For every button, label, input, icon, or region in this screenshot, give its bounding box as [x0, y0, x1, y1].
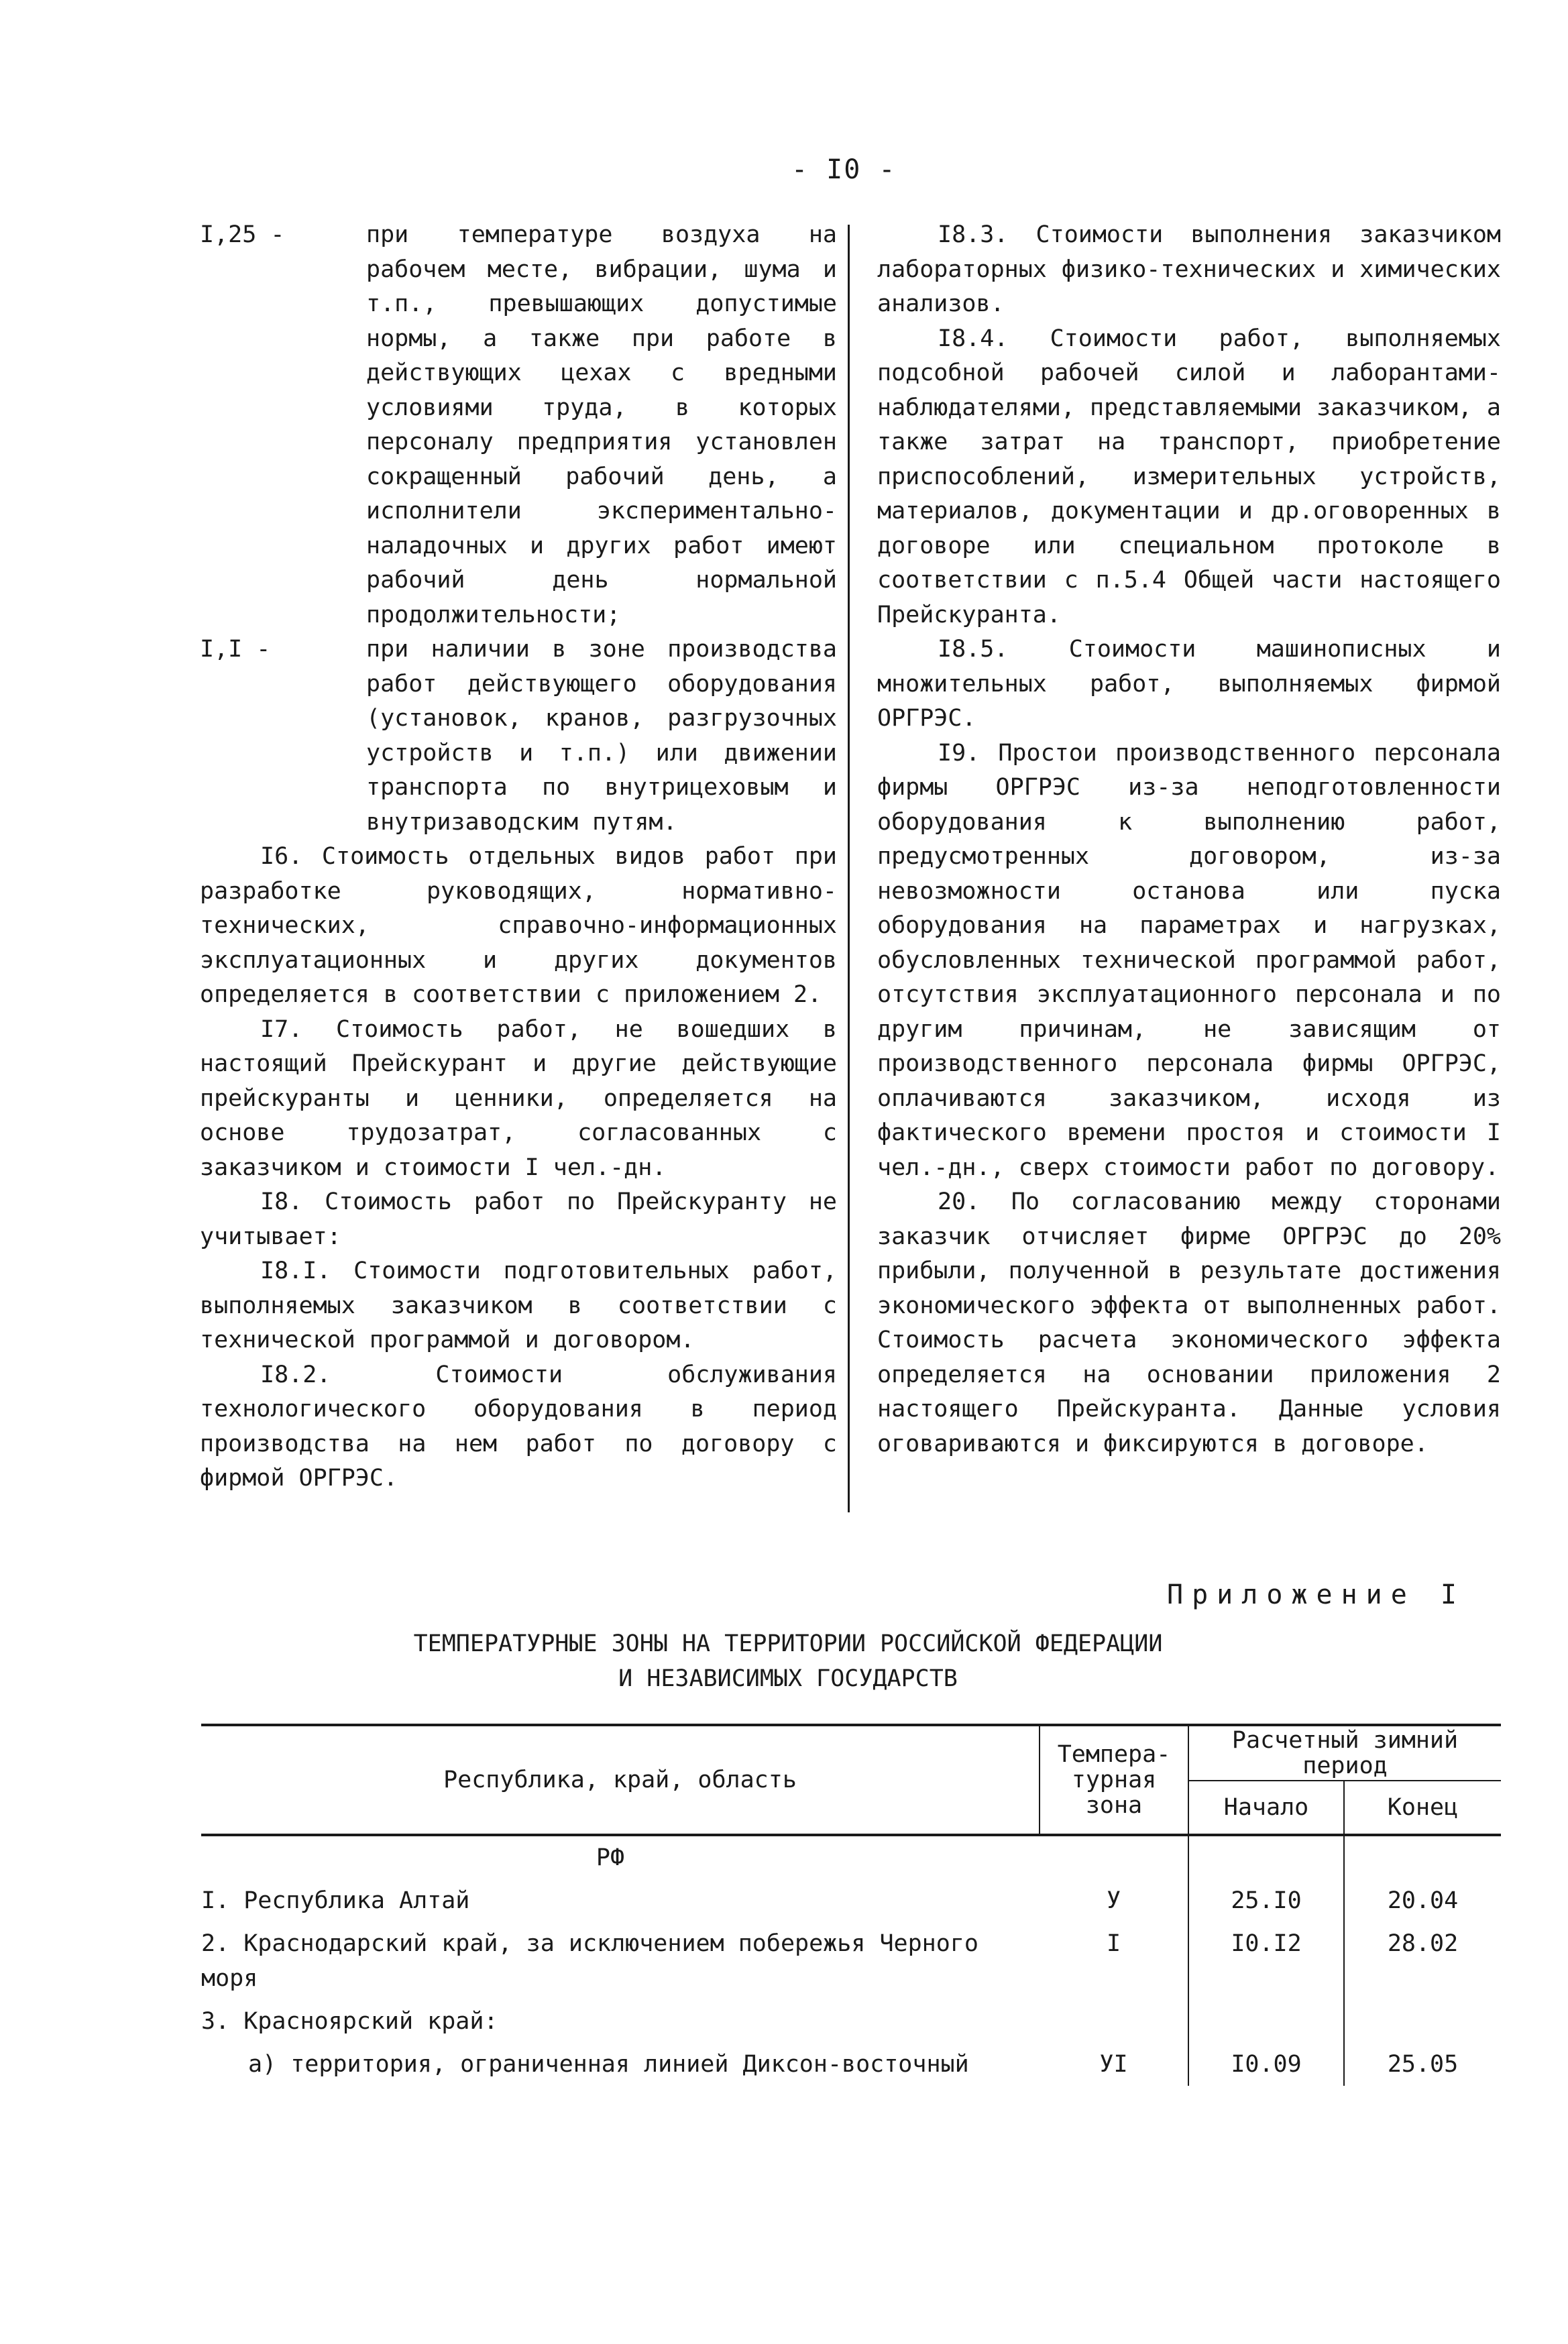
column-divider — [848, 225, 850, 1512]
header-period-line: период — [1302, 1752, 1388, 1779]
header-zone-line: зона — [1085, 1792, 1143, 1819]
end-cell: 25.05 — [1387, 2051, 1459, 2078]
table-row — [201, 2043, 1501, 2086]
clause-text: при наличии в зоне производства работ действующего оборудования (установок, кранов, разгрузочных устройств и т.п.) или движении транспорта по внутрицеховым и внутризаводским путям. — [366, 636, 837, 836]
header-period-line: Расчетный зимний — [1231, 1727, 1459, 1754]
appendix-title — [201, 1626, 1375, 1696]
table-group-row — [201, 1835, 1501, 1879]
start-cell: 25.I0 — [1188, 1879, 1344, 1922]
appendix-title-line: ТЕМПЕРАТУРНЫЕ ЗОНЫ НА ТЕРРИТОРИИ РОССИЙСКОЙ ФЕДЕРАЦИИ — [413, 1630, 1163, 1657]
paragraph-20: 20. По согласованию между сторонами заказчик отчисляет фирме ОРГРЭС до 20% прибыли, полученной в результате достижения экономического эффекта от выполненных работ. Стоимость расчета экономического эффекта определяется на основании приложения 2 настоящего Прейскуранта. Данные условия оговариваются и фиксируются в договоре. — [877, 1188, 1501, 1457]
table-row — [201, 2000, 1501, 2043]
region-name: I. Республика Алтай — [201, 1887, 470, 1914]
header-zone-line: турная — [1071, 1767, 1157, 1793]
region-name: 3. Красноярский край: — [201, 2008, 498, 2035]
paragraph-16: I6. Стоимость отдельных видов работ при разработке руководящих, нормативно-технических, справочно-информационных эксплуатационных и других документов определяется в соответствии с приложением 2. — [200, 843, 837, 1008]
header-end: Конец — [1344, 1781, 1501, 1835]
paragraph-17: I7. Стоимость работ, не вошедших в настоящий Прейскурант и другие действующие прейскуранты и ценники, определяется на основе трудозатрат, согласованных с заказчиком и стоимости I чел.-дн. — [200, 1015, 837, 1181]
end-cell: 28.02 — [1387, 1930, 1459, 1957]
paragraph-18-4: I8.4. Стоимости работ, выполняемых подсобной рабочей силой и лаборантами-наблюдателями, представляемыми заказчиком, а также затрат на транспорт, приобретение приспособлений, измерительных устройств, материалов, документации и др.оговоренных в договоре или специальном протоколе в соответствии с п.5.4 Общей части настоящего Прейскуранта. — [877, 325, 1501, 628]
clause-1-25 — [200, 218, 837, 632]
appendix-label: Приложение I — [1167, 1579, 1465, 1610]
header-zone — [1040, 1725, 1188, 1835]
left-column — [200, 218, 837, 1496]
paragraph-18: I8. Стоимость работ по Прейскуранту не учитывает: — [200, 1188, 837, 1250]
zone-cell: УI — [1040, 2043, 1188, 2086]
appendix-title-line: И НЕЗАВИСИМЫХ ГОСУДАРСТВ — [618, 1665, 958, 1692]
clause-label: I,25 - — [200, 221, 285, 248]
zone-cell — [1040, 2000, 1188, 2043]
header-start: Начало — [1188, 1781, 1344, 1835]
clause-1-1 — [200, 632, 837, 840]
end-cell — [1344, 2000, 1501, 2043]
start-cell: I0.I2 — [1188, 1922, 1344, 2000]
header-region: Республика, край, область — [201, 1725, 1040, 1835]
page-number: - I0 - — [791, 154, 897, 185]
header-zone-line: Темпера- — [1057, 1741, 1171, 1768]
paragraph-19: I9. Простои производственного персонала фирмы ОРГРЭС из-за неподготовленности оборудования к выполнению работ, предусмотренных договором, из-за невозможности останова или пуска оборудования на параметрах и нагрузках, обусловленных технической программой работ, отсутствия эксплуатационного персонала и по другим причинам, не зависящим от производственного персонала фирмы ОРГРЭС, оплачиваются заказчиком, исходя из фактического времени простоя и стоимости I чел.-дн., сверх стоимости работ по договору. — [877, 739, 1501, 1181]
table-row — [201, 1922, 1501, 2000]
paragraph-18-5: I8.5. Стоимости машинописных и множительных работ, выполняемых фирмой ОРГРЭС. — [877, 636, 1501, 732]
end-cell: 20.04 — [1387, 1887, 1459, 1914]
clause-label: I,I - — [200, 636, 271, 663]
clause-text: при температуре воздуха на рабочем месте, вибрации, шума и т.п., превышающих допустимые нормы, а также при работе в действующих цехах с вредными условиями труда, в которых персоналу предприятия установлен сокращенный рабочий день, а исполнители экспериментально-наладочных и других работ имеют рабочий день нормальной продолжительности; — [366, 221, 837, 628]
table-row — [201, 1879, 1501, 1922]
header-winter-period — [1188, 1725, 1501, 1781]
group-label: РФ — [596, 1844, 625, 1871]
paragraph-18-3: I8.3. Стоимости выполнения заказчиком лабораторных физико-технических и химических анализов. — [877, 221, 1501, 317]
region-name: а) территория, ограниченная линией Диксон-восточный — [248, 2051, 969, 2078]
start-cell — [1188, 2000, 1344, 2043]
temperature-zones-table — [201, 1724, 1501, 2086]
zone-cell: I — [1040, 1922, 1188, 2000]
right-column — [877, 218, 1501, 1461]
start-cell: I0.09 — [1188, 2043, 1344, 2086]
paragraph-18-2: I8.2. Стоимости обслуживания технологического оборудования в период производства на нем работ по договору с фирмой ОРГРЭС. — [200, 1361, 837, 1492]
paragraph-18-1: I8.I. Стоимости подготовительных работ, выполняемых заказчиком в соответствии с технической программой и договором. — [200, 1258, 837, 1353]
zone-cell: У — [1040, 1879, 1188, 1922]
region-name: 2. Краснодарский край, за исключением побережья Черного моря — [201, 1930, 978, 1992]
